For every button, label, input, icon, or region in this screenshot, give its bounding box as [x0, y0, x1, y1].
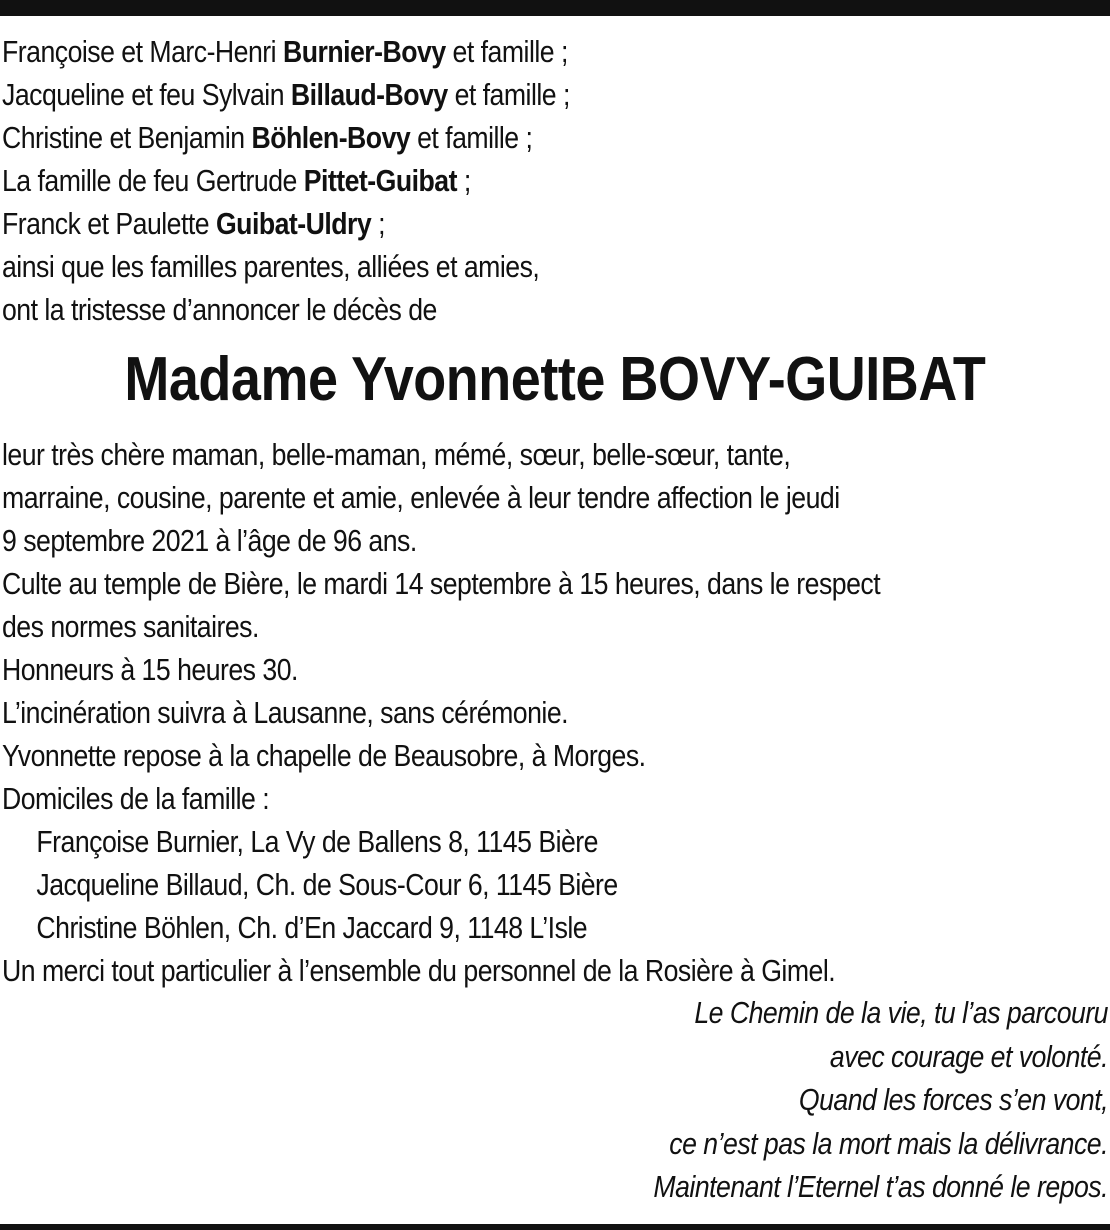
intro-line	[2, 288, 953, 331]
family-name: Guibat-Uldry	[215, 206, 372, 241]
announcing-family-list	[2, 30, 1108, 331]
domicile-address: Jacqueline Billaud, Ch. de Sous-Cour 6, 1145 Bière	[36, 867, 618, 902]
intro-line	[2, 245, 953, 288]
family-name: Burnier-Bovy	[282, 34, 446, 69]
intro-line	[2, 202, 953, 245]
body-line: leur très chère maman, belle-maman, mémé, sœur, belle-sœur, tante,	[2, 437, 791, 472]
body-line: Honneurs à 15 heures 30.	[2, 652, 298, 687]
poem-line: Quand les forces s’en vont,	[798, 1082, 1108, 1117]
body-line: marraine, cousine, parente et amie, enlevée à leur tendre affection le jeudi	[2, 480, 840, 515]
domiciles-heading: Domiciles de la famille :	[2, 781, 270, 816]
intro-line	[2, 30, 953, 73]
intro-text: ;	[371, 206, 386, 241]
bottom-border-rule	[0, 1224, 1110, 1230]
intro-text: Christine et Benjamin	[2, 120, 252, 155]
intro-text: Françoise et Marc-Henri	[2, 34, 283, 69]
intro-text: La famille de feu Gertrude	[2, 163, 304, 198]
deceased-name: Madame Yvonnette BOVY-GUIBAT	[124, 345, 986, 414]
intro-text: et famille ;	[410, 120, 533, 155]
intro-text: ainsi que les familles parentes, alliées et amies,	[2, 249, 540, 284]
poem-line: Le Chemin de la vie, tu l’as parcouru	[694, 995, 1108, 1030]
domicile-address: Christine Böhlen, Ch. d’En Jaccard 9, 1148 L’Isle	[36, 910, 588, 945]
intro-text: Franck et Paulette	[2, 206, 216, 241]
intro-text: et famille ;	[447, 77, 570, 112]
poem-line: ce n’est pas la mort mais la délivrance.	[669, 1125, 1108, 1161]
closing-poem	[0, 991, 1108, 1209]
thanks-line: Un merci tout particulier à l’ensemble du personnel de la Rosière à Gimel.	[2, 953, 836, 988]
poem-line: avec courage et volonté.	[829, 1038, 1108, 1074]
intro-text: et famille ;	[445, 34, 568, 69]
intro-text: Jacqueline et feu Sylvain	[2, 77, 291, 112]
body-line: Yvonnette repose à la chapelle de Beausobre, à Morges.	[2, 738, 646, 773]
domicile-address: Françoise Burnier, La Vy de Ballens 8, 1145 Bière	[36, 824, 598, 859]
body-line: Culte au temple de Bière, le mardi 14 septembre à 15 heures, dans le respect	[2, 566, 881, 601]
top-border-rule	[0, 0, 1110, 16]
intro-line	[2, 159, 953, 202]
family-name: Billaud-Bovy	[290, 77, 448, 112]
intro-text: ;	[456, 163, 471, 198]
family-name: Pittet-Guibat	[303, 163, 457, 198]
announcement-body	[2, 433, 1108, 992]
deceased-name-heading	[0, 338, 1110, 422]
body-line: L’incinération suivra à Lausanne, sans cérémonie.	[2, 695, 569, 730]
intro-line	[2, 73, 953, 116]
poem-line: Maintenant l’Eternel t’as donné le repos.	[653, 1169, 1108, 1204]
body-line: 9 septembre 2021 à l’âge de 96 ans.	[2, 523, 417, 558]
body-line: des normes sanitaires.	[2, 609, 259, 644]
family-name: Böhlen-Bovy	[251, 120, 411, 155]
intro-line	[2, 116, 953, 159]
intro-text: ont la tristesse d’annoncer le décès de	[2, 292, 437, 327]
